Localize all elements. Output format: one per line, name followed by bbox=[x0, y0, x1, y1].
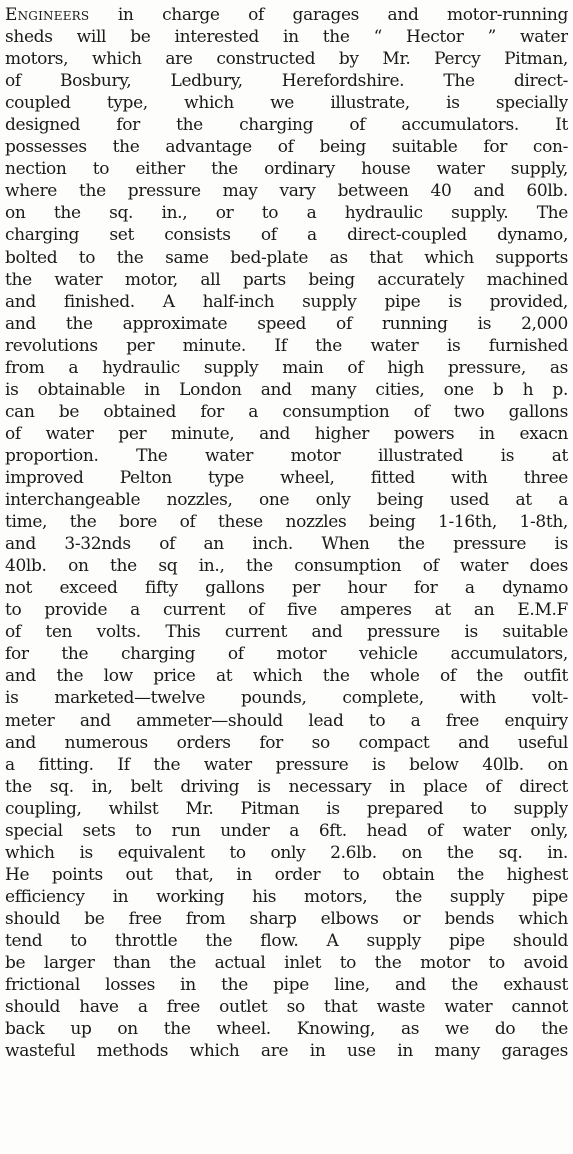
lead-word: Engineers bbox=[5, 5, 90, 25]
article-line: coupling, whilst Mr. Pitman is prepared to supply bbox=[5, 798, 568, 819]
article-line: tend to throttle the flow. A supply pipe should bbox=[5, 930, 568, 951]
article-line: possesses the advantage of being suitable for con- bbox=[5, 137, 568, 158]
article-line: back up on the wheel. Knowing, as we do the bbox=[5, 1019, 568, 1040]
article-line: is obtainable in London and many cities, one b h p. bbox=[5, 379, 568, 400]
article-line: motors, which are constructed by Mr. Percy Pitman, bbox=[5, 49, 568, 70]
article-line: efficiency in working his motors, the supply pipe bbox=[5, 886, 568, 907]
article-line: meter and ammeter—should lead to a free enquiry bbox=[5, 710, 568, 731]
article-line: bolted to the same bed-plate as that which supports bbox=[5, 247, 568, 268]
article-line: can be obtained for a consumption of two gallons bbox=[5, 401, 568, 422]
article-line: and the low price at which the whole of the outfit bbox=[5, 666, 568, 687]
article-line: not exceed fifty gallons per hour for a dynamo bbox=[5, 578, 568, 599]
article-line: be larger than the actual inlet to the motor to avoid bbox=[5, 953, 568, 974]
article-line: of Bosbury, Ledbury, Herefordshire. The direct- bbox=[5, 71, 568, 92]
article-line: charging set consists of a direct-coupled dynamo, bbox=[5, 225, 568, 246]
article-line: of ten volts. This current and pressure is suitable bbox=[5, 622, 568, 643]
article-line: time, the bore of these nozzles being 1-16th, 1-8th, bbox=[5, 512, 568, 533]
article-line: He points out that, in order to obtain the highest bbox=[5, 864, 568, 885]
article-line: should have a free outlet so that waste water cannot bbox=[5, 997, 568, 1018]
article-line: special sets to run under a 6ft. head of water only, bbox=[5, 820, 568, 841]
article-line: nection to either the ordinary house water supply, bbox=[5, 159, 568, 180]
article-line: the water motor, all parts being accurately machined bbox=[5, 269, 568, 290]
article-line: designed for the charging of accumulators. It bbox=[5, 115, 568, 136]
article-line: is marketed—twelve pounds, complete, with volt- bbox=[5, 688, 568, 709]
article-line: on the sq. in., or to a hydraulic supply. The bbox=[5, 203, 568, 224]
first-line-text: in charge of garages and motor-running bbox=[89, 5, 568, 25]
article-line: a fitting. If the water pressure is below 40lb. on bbox=[5, 754, 568, 775]
article-line: improved Pelton type wheel, fitted with three bbox=[5, 467, 568, 488]
article-line: 40lb. on the sq in., the consumption of water does bbox=[5, 556, 568, 577]
article-line: which is equivalent to only 2.6lb. on the sq. in. bbox=[5, 842, 568, 863]
article-line: frictional losses in the pipe line, and the exhaust bbox=[5, 975, 568, 996]
article-line: should be free from sharp elbows or bends which bbox=[5, 908, 568, 929]
article-line: and the approximate speed of running is 2,000 bbox=[5, 313, 568, 334]
article-line: revolutions per minute. If the water is furnished bbox=[5, 335, 568, 356]
article-line: interchangeable nozzles, one only being used at a bbox=[5, 490, 568, 511]
article-line: from a hydraulic supply main of high pressure, as bbox=[5, 357, 568, 378]
article-line-1 bbox=[5, 4, 568, 26]
article-line: and finished. A half-inch supply pipe is provided, bbox=[5, 291, 568, 312]
article-line: the sq. in, belt driving is necessary in place of direct bbox=[5, 776, 568, 797]
article-line: to provide a current of five amperes at an E.M.F bbox=[5, 600, 568, 621]
article-line: where the pressure may vary between 40 and 60lb. bbox=[5, 181, 568, 202]
article-line: sheds will be interested in the “ Hector ” water bbox=[5, 27, 568, 48]
article-line: and 3-32nds of an inch. When the pressure is bbox=[5, 534, 568, 555]
article-line: wasteful methods which are in use in many garages bbox=[5, 1041, 568, 1062]
article-line: for the charging of motor vehicle accumulators, bbox=[5, 644, 568, 665]
article-line: proportion. The water motor illustrated is at bbox=[5, 445, 568, 466]
article-line: of water per minute, and higher powers in exacn bbox=[5, 423, 568, 444]
article-line: and numerous orders for so compact and useful bbox=[5, 732, 568, 753]
article-line: coupled type, which we illustrate, is specially bbox=[5, 93, 568, 114]
article-body bbox=[5, 4, 568, 1062]
